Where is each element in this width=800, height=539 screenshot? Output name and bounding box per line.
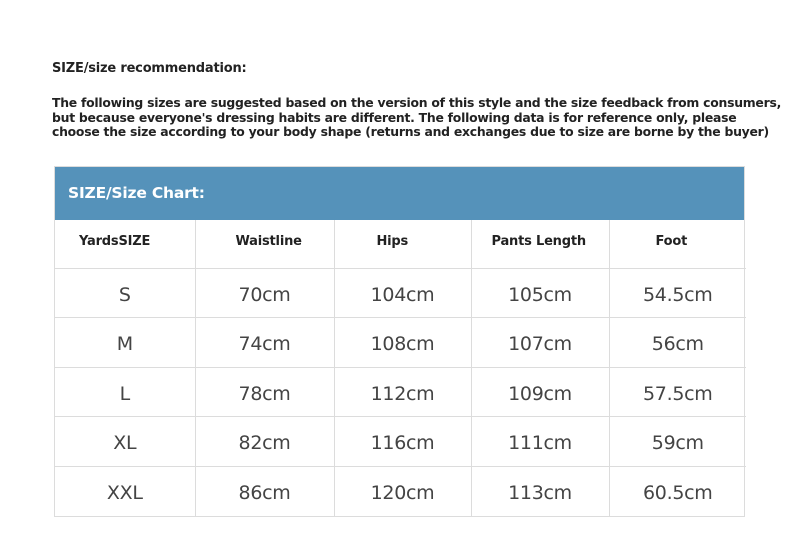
cell-size: S	[55, 268, 195, 318]
cell-waistline: 74cm	[195, 318, 334, 368]
cell-size: XXL	[55, 466, 195, 516]
cell-pants-length: 111cm	[471, 417, 609, 467]
cell-foot: 56cm	[609, 318, 746, 368]
size-chart	[54, 166, 745, 517]
table-row	[55, 417, 746, 467]
cell-waistline: 70cm	[195, 268, 334, 318]
cell-hips: 108cm	[334, 318, 471, 368]
cell-foot: 59cm	[609, 417, 746, 467]
table-row	[55, 367, 746, 417]
note-line-3: choose the size according to your body shape (returns and exchanges due to size are borne by the buyer)	[52, 124, 769, 139]
cell-hips: 112cm	[334, 367, 471, 417]
table-row	[55, 268, 746, 318]
column-header-waistline: Waistline	[195, 220, 334, 268]
cell-waistline: 86cm	[195, 466, 334, 516]
cell-waistline: 82cm	[195, 417, 334, 467]
size-table	[55, 220, 746, 516]
cell-size: XL	[55, 417, 195, 467]
cell-hips: 116cm	[334, 417, 471, 467]
note-line-1: The following sizes are suggested based on the version of this style and the size feedback from consumers,	[52, 95, 782, 110]
cell-pants-length: 107cm	[471, 318, 609, 368]
cell-pants-length: 113cm	[471, 466, 609, 516]
note-line-2: but because everyone's dressing habits are different. The following data is for reference only, please	[52, 109, 737, 125]
size-chart-title: SIZE/Size Chart:	[55, 167, 744, 220]
column-header-hips: Hips	[334, 220, 471, 268]
table-row	[55, 318, 746, 368]
cell-waistline: 78cm	[195, 367, 334, 417]
cell-foot: 54.5cm	[609, 268, 746, 318]
cell-pants-length: 105cm	[471, 268, 609, 318]
cell-hips: 104cm	[334, 268, 471, 318]
size-disclaimer-note	[52, 95, 782, 140]
cell-pants-length: 109cm	[471, 367, 609, 417]
size-recommendation-heading: SIZE/size recommendation:	[52, 61, 247, 76]
column-header-foot: Foot	[609, 220, 746, 268]
cell-size: L	[55, 367, 195, 417]
column-header-pants-length: Pants Length	[471, 220, 609, 268]
cell-hips: 120cm	[334, 466, 471, 516]
cell-foot: 60.5cm	[609, 466, 746, 516]
table-row	[55, 466, 746, 516]
cell-size: M	[55, 318, 195, 368]
cell-foot: 57.5cm	[609, 367, 746, 417]
table-header-row	[55, 220, 746, 268]
column-header-size: YardsSIZE	[55, 220, 195, 268]
